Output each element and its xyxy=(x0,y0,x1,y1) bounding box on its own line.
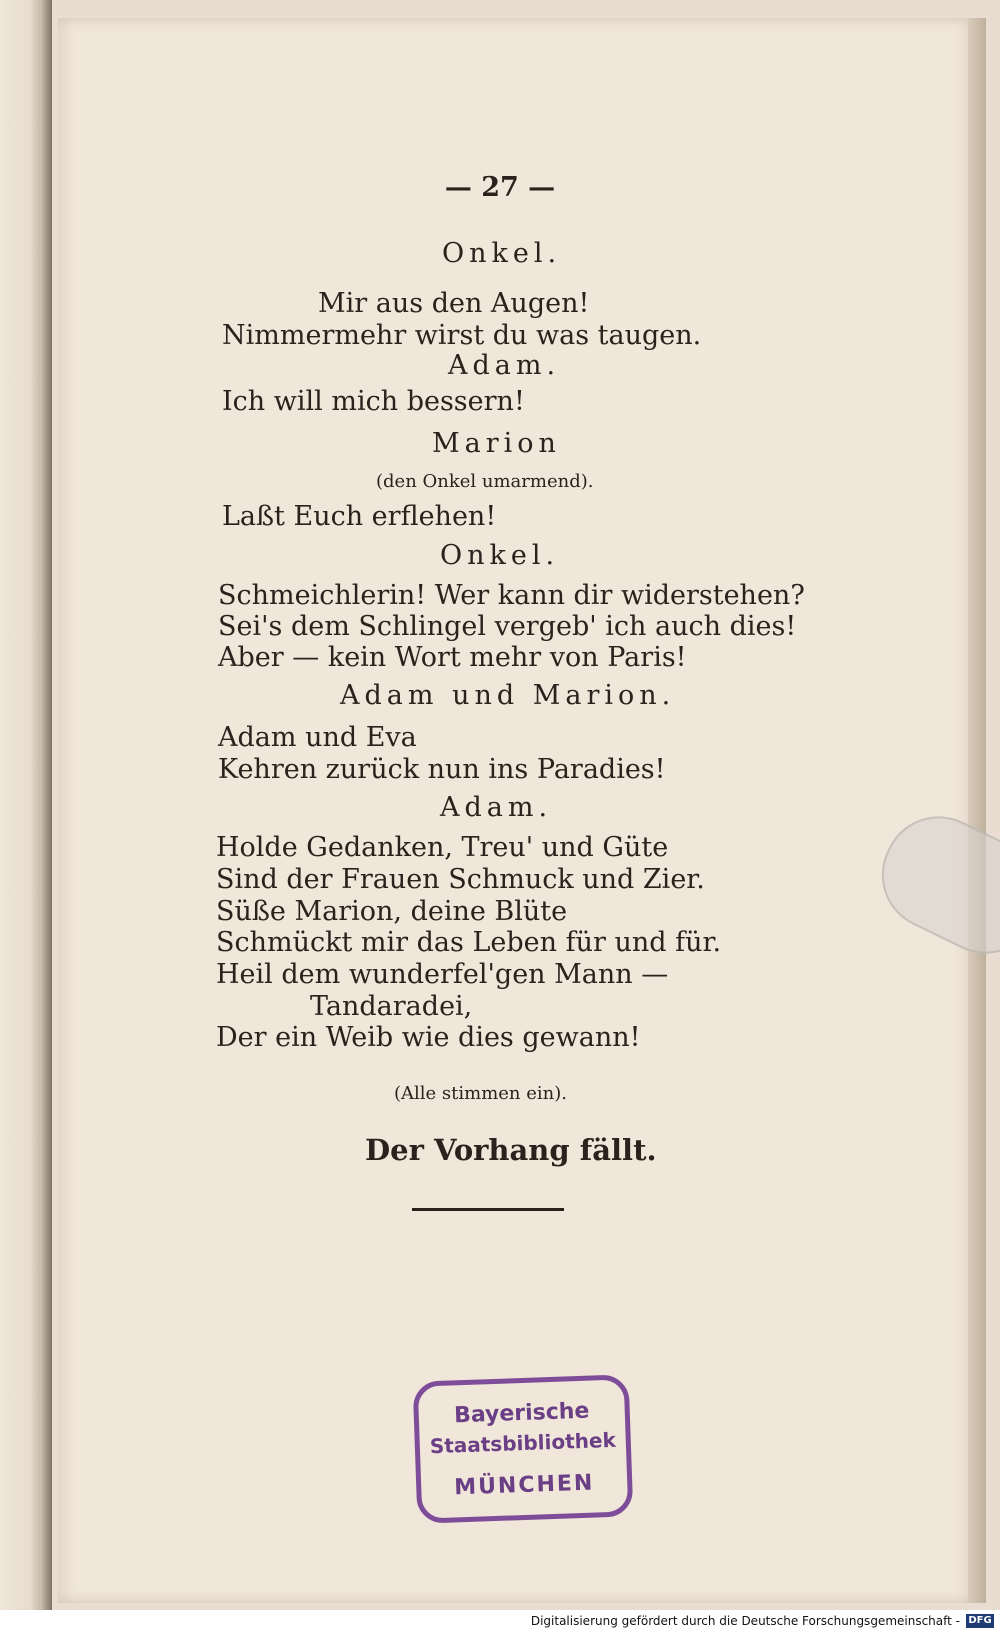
page-number: — 27 — xyxy=(444,172,556,203)
verse-line: Adam und Eva xyxy=(218,722,417,753)
stamp-line: Bayerische xyxy=(453,1398,590,1429)
stamp-line: Staatsbibliothek xyxy=(429,1427,617,1459)
closing-direction: Der Vorhang fällt. xyxy=(365,1133,657,1167)
verse-line: Mir aus den Augen! xyxy=(318,288,590,319)
speaker-name: Marion xyxy=(432,428,561,459)
stage-direction: (Alle stimmen ein). xyxy=(394,1083,567,1104)
verse-line: Sei's dem Schlingel vergeb' ich auch dies! xyxy=(218,611,797,642)
footer-bar xyxy=(0,1610,1000,1633)
verse-line: Aber — kein Wort mehr von Paris! xyxy=(218,642,687,673)
library-stamp xyxy=(413,1374,634,1523)
verse-line: Nimmermehr wirst du was taugen. xyxy=(222,320,702,351)
speaker-name: Adam und Marion. xyxy=(340,680,676,711)
verse-line: Schmückt mir das Leben für und für. xyxy=(216,927,722,958)
verse-line: Süße Marion, deine Blüte xyxy=(216,896,568,927)
verse-line: Ich will mich bessern! xyxy=(222,386,525,417)
speaker-name: Adam. xyxy=(440,792,553,823)
speaker-name: Onkel. xyxy=(442,238,562,269)
verse-line: Schmeichlerin! Wer kann dir widerstehen? xyxy=(218,580,805,611)
verse-line: Tandaradei, xyxy=(310,991,473,1022)
funding-credit: Digitalisierung gefördert durch die Deutsche Forschungsgemeinschaft - xyxy=(530,1614,960,1628)
speaker-name: Adam. xyxy=(448,350,561,381)
verse-line: Kehren zurück nun ins Paradies! xyxy=(218,754,666,785)
verse-line: Der ein Weib wie dies gewann! xyxy=(216,1022,641,1053)
verse-line: Holde Gedanken, Treu' und Güte xyxy=(216,832,669,863)
dfg-logo: DFG xyxy=(966,1614,994,1628)
speaker-name: Onkel. xyxy=(440,540,560,571)
stage-direction: (den Onkel umarmend). xyxy=(376,471,594,492)
verse-line: Sind der Frauen Schmuck und Zier. xyxy=(216,864,705,895)
verse-line: Heil dem wunderfel'gen Mann — xyxy=(216,959,669,990)
verse-line: Laßt Euch erflehen! xyxy=(222,501,497,532)
end-rule xyxy=(412,1208,564,1211)
stamp-line: MÜNCHEN xyxy=(453,1470,595,1501)
